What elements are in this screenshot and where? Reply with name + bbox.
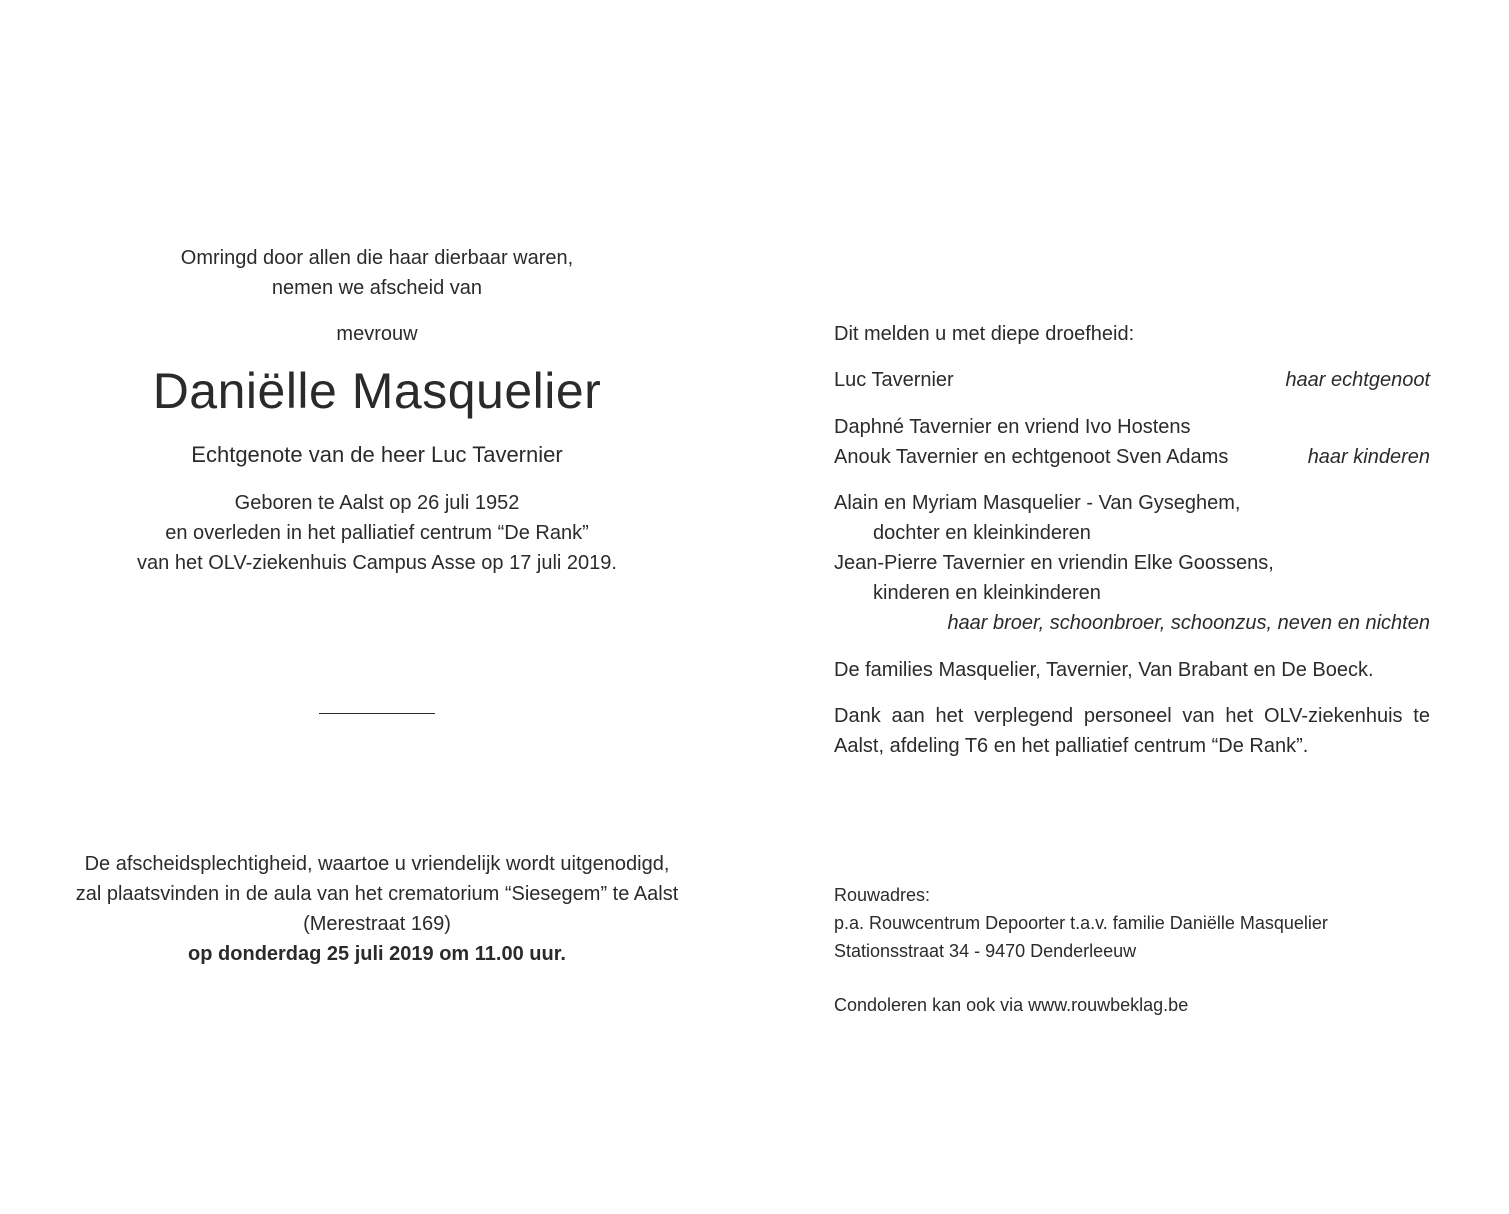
intro-line-1: Omringd door allen die haar dierbaar waren, xyxy=(180,247,574,269)
family-line-2: dochter en kleinkinderen xyxy=(873,522,1091,544)
birth-line-1: Geboren te Aalst op 26 juli 1952 xyxy=(234,492,520,514)
intro-text xyxy=(77,243,677,303)
mourning-address xyxy=(834,881,1430,965)
ceremony-line-1: De afscheidsplechtigheid, waartoe u vriendelijk wordt uitgenodigd, xyxy=(84,853,670,875)
ceremony-info xyxy=(57,849,697,969)
extended-family-entry xyxy=(834,488,1430,638)
address-line-1: p.a. Rouwcentrum Depoorter t.a.v. familie Daniëlle Masquelier xyxy=(834,913,1328,933)
thanks-line-1: Dank aan het verplegend personeel van het OLV-ziekenhuis te xyxy=(834,705,1430,727)
thanks-text xyxy=(834,701,1430,761)
ceremony-line-2: zal plaatsvinden in de aula van het crematorium “Siesegem” te Aalst xyxy=(75,883,679,905)
announcement-intro: Dit melden u met diepe droefheid: xyxy=(834,323,1135,345)
address-line-2: Stationsstraat 34 - 9470 Denderleeuw xyxy=(834,941,1137,961)
condolences-line: Condoleren kan ook via www.rouwbeklag.be xyxy=(834,995,1189,1015)
birth-line-3: van het OLV-ziekenhuis Campus Asse op 17 juli 2019. xyxy=(137,552,617,574)
child-line-1: Daphné Tavernier en vriend Ivo Hostens xyxy=(834,416,1191,438)
family-line-3: Jean-Pierre Tavernier en vriendin Elke Goossens, xyxy=(834,552,1274,574)
intro-line-2: nemen we afscheid van xyxy=(271,277,483,299)
ceremony-line-3: (Merestraat 169) xyxy=(303,913,451,935)
address-label: Rouwadres: xyxy=(834,885,931,905)
husband-name: Luc Tavernier xyxy=(834,369,954,391)
honorific: mevrouw xyxy=(336,323,418,345)
family-line-4: kinderen en kleinkinderen xyxy=(873,582,1101,604)
spouse-line: Echtgenote van de heer Luc Tavernier xyxy=(191,442,563,467)
deceased-name: Daniëlle Masquelier xyxy=(152,363,602,419)
birth-line-2: en overleden in het palliatief centrum “De Rank” xyxy=(165,522,589,544)
ceremony-date: op donderdag 25 juli 2019 om 11.00 uur. xyxy=(188,943,566,965)
husband-entry xyxy=(834,365,1430,395)
family-line-1: Alain en Myriam Masquelier - Van Gyseghem, xyxy=(834,492,1241,514)
child-line-2: Anouk Tavernier en echtgenoot Sven Adams xyxy=(834,446,1229,468)
families-line: De families Masquelier, Tavernier, Van Brabant en De Boeck. xyxy=(834,659,1374,681)
family-relation: haar broer, schoonbroer, schoonzus, neven en nichten xyxy=(947,612,1430,634)
children-entry xyxy=(834,412,1430,472)
divider-line xyxy=(319,713,435,714)
birth-death-info xyxy=(77,488,677,578)
husband-relation: haar echtgenoot xyxy=(1285,369,1430,391)
children-relation: haar kinderen xyxy=(1307,446,1430,468)
thanks-line-2: Aalst, afdeling T6 en het palliatief centrum “De Rank”. xyxy=(834,735,1309,757)
